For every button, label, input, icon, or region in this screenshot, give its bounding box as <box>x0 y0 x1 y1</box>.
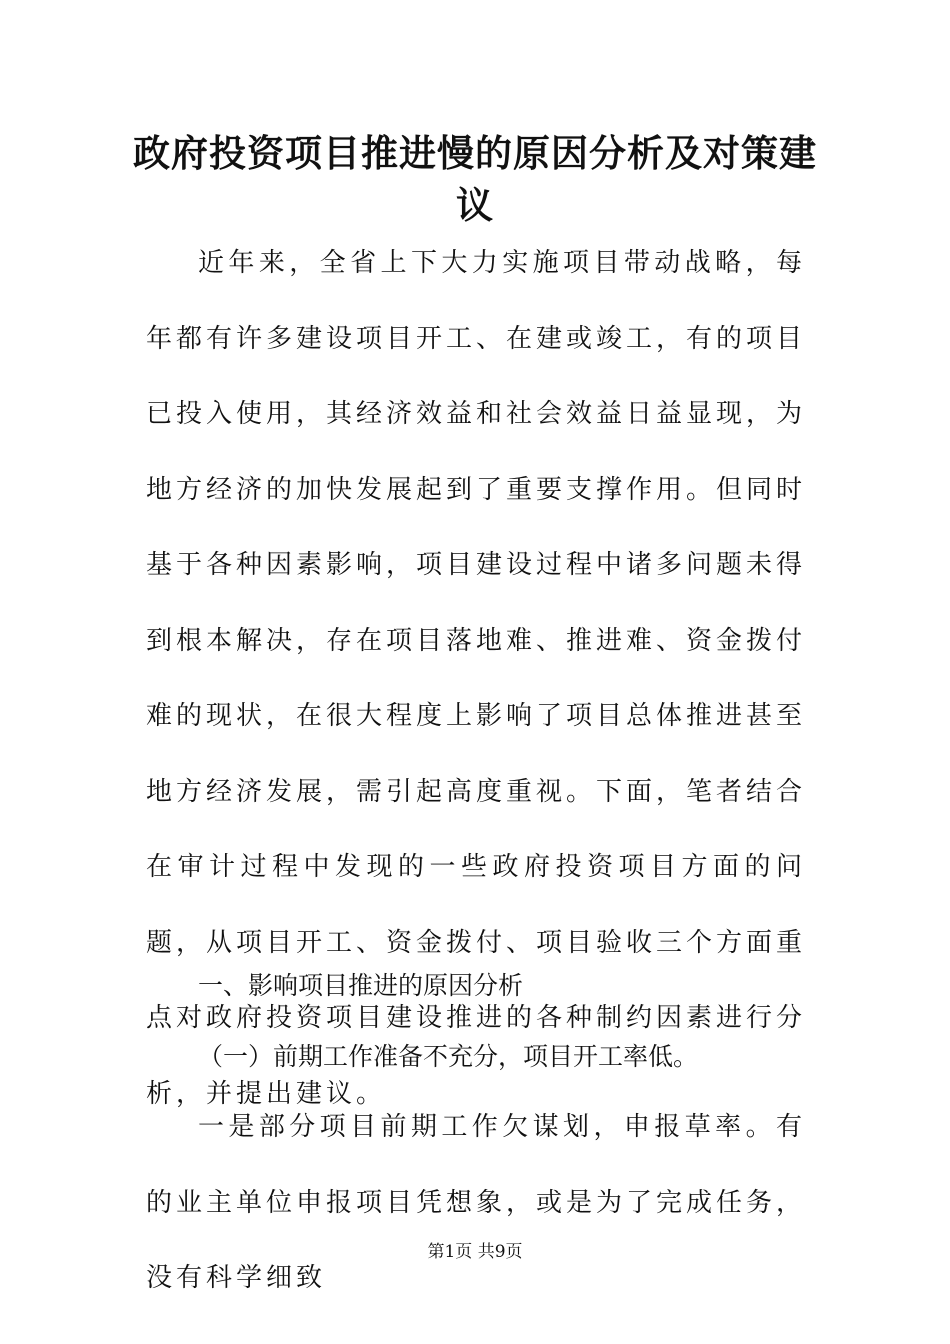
section-heading: 一、影响项目推进的原因分析 <box>198 971 524 1000</box>
body-paragraph: 一是部分项目前期工作欠谋划，申报草率。有的业主单位申报项目凭想象，或是为了完成任务，没有科学细致 <box>146 1112 807 1293</box>
subsection-heading: （一）前期工作准备不充分，项目开工率低。 <box>198 1042 699 1071</box>
document-title: 政府投资项目推进慢的原因分析及对策建议 <box>133 132 817 227</box>
page-number-footer: 第1页 共9页 <box>427 1242 523 1262</box>
intro-paragraph: 近年来，全省上下大力实施项目带动战略，每年都有许多建设项目开工、在建或竣工，有的项目已投入使用，其经济效益和社会效益日益显现，为地方经济的加快发展起到了重要支撑作用。但同时基于各种因素影响，项目建设过程中诸多问题未得到根本解决，存在项目落地难、推进难、资金拨付难的现状，在很大程度上影响了项目总体推进甚至地方经济发展，需引起高度重视。下面，笔者结合在审计过程中发现的一些政府投资项目方面的问题，从项目开工、资金拨付、项目验收三个方面重点对政府投资项目建设推进的各种制约因素进行分析，并提出建议。 <box>146 248 807 1109</box>
